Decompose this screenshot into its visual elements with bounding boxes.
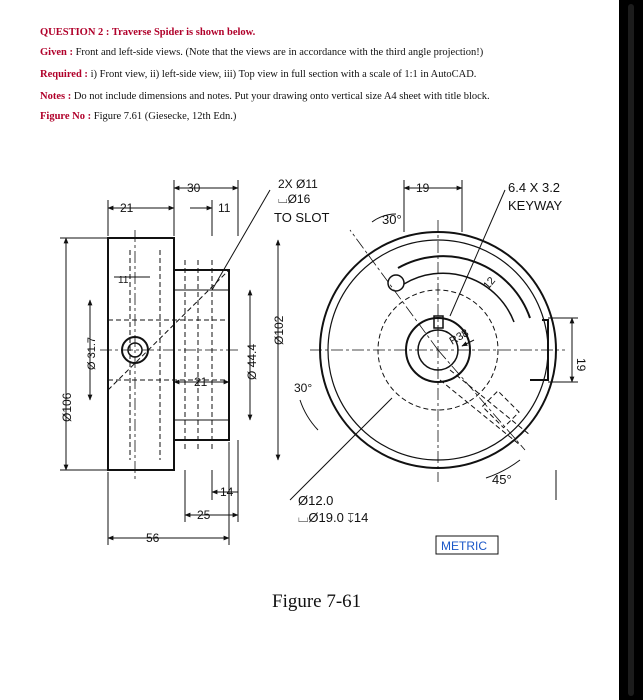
dim-r38: R38 [447, 327, 471, 348]
keyway-note-1: 6.4 X 3.2 [508, 180, 561, 195]
bore-note-1: Ø12.0 [298, 493, 334, 508]
figure-label: Figure No : [40, 111, 94, 122]
hole-note-1: 2X Ø11 [278, 177, 318, 191]
angle-30-top: 30° [382, 212, 402, 227]
dim-25: 25 [197, 508, 211, 522]
angle-30-mid: 30° [294, 381, 313, 395]
dim-44-4: Ø 44.4 [245, 343, 259, 380]
dim-19-top: 19 [416, 181, 430, 195]
given-text: Front and left-side views. (Note that the views are in accordance with the third angle projection!) [75, 47, 484, 58]
dim-102: Ø102 [272, 315, 286, 345]
scrollbar-thumb[interactable] [628, 4, 634, 696]
given-label: Given : [40, 47, 76, 58]
dim-21-mid: 21 [194, 375, 208, 389]
angle-45: 45° [492, 472, 512, 487]
dim-14: 14 [220, 485, 234, 499]
figure-caption: Figure 7-61 [272, 591, 362, 612]
notes-text: Do not include dimensions and notes. Put your drawing onto vertical size A4 sheet with title block. [73, 91, 490, 102]
notes-label: Notes : [40, 91, 74, 102]
question-title-text: QUESTION 2 : Traverse Spider is shown below. [40, 27, 256, 38]
hole-note-2: ⌴Ø16 [278, 192, 311, 206]
keyway-note-2: KEYWAY [508, 198, 563, 213]
front-view [100, 230, 240, 480]
dim-19-side: 19 [574, 358, 588, 372]
dim-21-top: 21 [120, 201, 134, 215]
bore-note-2: ⌴Ø19.0 ↧14 [298, 510, 369, 525]
dim-30: 30 [187, 181, 201, 195]
dim-106: Ø106 [60, 392, 74, 422]
dim-11-small: 11 [118, 275, 129, 286]
dim-12: 12 [481, 274, 499, 292]
metric-label: METRIC [441, 539, 487, 553]
required-label: Required : [40, 69, 91, 80]
dim-56: 56 [146, 531, 160, 545]
figure-text: Figure 7.61 (Giesecke, 12th Edn.) [93, 111, 237, 122]
side-view [310, 220, 565, 482]
required-text: i) Front view, ii) left-side view, iii) Top view in full section with a scale of 1:1 in AutoCAD. [90, 69, 477, 80]
dim-11: 11 [218, 201, 231, 215]
hole-note-3: TO SLOT [274, 210, 330, 225]
dim-31-7: Ø 31.7 [86, 336, 98, 370]
